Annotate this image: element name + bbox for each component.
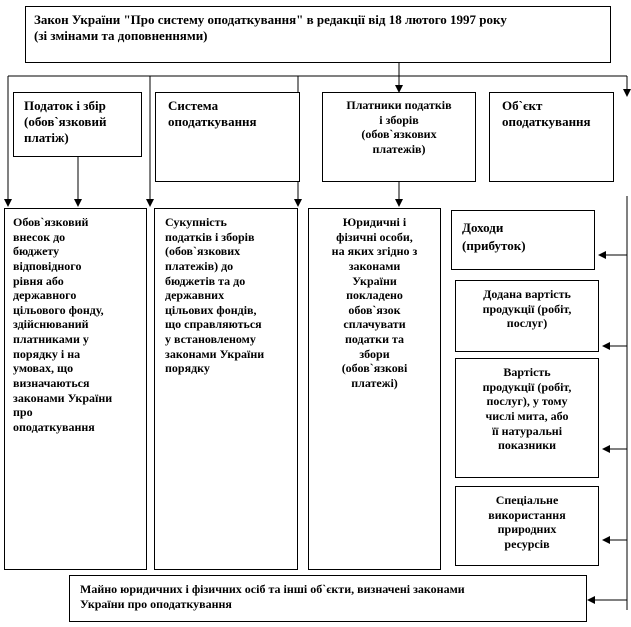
object-resources-box [455, 486, 599, 566]
object-resources-text: Спеціальне використання природних ресурсів [488, 493, 566, 551]
system-definition-text: Сукупність податків і зборів (обов`язкових платежів) до бюджетів та до державних цільових фондів, що справляються у встановленому законами України порядку [165, 215, 265, 376]
system-concept-label: Система оподаткування [168, 98, 257, 129]
law-title: Закон України "Про систему оподаткування" в редакції від 18 лютого 1997 року (зі змінами та доповненнями) [34, 12, 507, 43]
system-definition-box [154, 208, 298, 570]
object-product-value-text: Вартість продукції (робіт, послуг), у тому числі мита, або її натуральні показники [482, 365, 572, 453]
tax-concept-box [13, 92, 142, 157]
tax-definition-text: Обов`язковий внесок до бюджету відповідного рівня або державного цільового фонду, здійснюваний платниками у порядку і на умовах, що визначаються законами України про оподаткування [13, 215, 113, 434]
object-income-box [451, 210, 595, 270]
object-added-value-box [455, 280, 599, 352]
object-added-value-text: Додана вартість продукції (робіт, послуг) [482, 287, 572, 331]
tax-definition-box [4, 208, 147, 570]
tax-concept-label: Податок і збір (обов`язковий платіж) [24, 98, 107, 145]
object-concept-label: Об`єкт оподаткування [502, 98, 591, 129]
object-concept-box [489, 92, 614, 182]
payers-concept-box [322, 92, 476, 182]
property-text: Майно юридичних і фізичних осіб та інші об`єкти, визначені законами України про оподаткування [80, 582, 465, 611]
law-title-box [25, 6, 611, 63]
payers-concept-label: Платники податків і зборів (обов`язкових платежів) [346, 98, 452, 156]
object-product-value-box [455, 358, 599, 478]
object-income-text: Доходи (прибуток) [462, 220, 526, 254]
payers-definition-box [308, 208, 441, 570]
system-concept-box [155, 92, 300, 182]
property-box [69, 575, 587, 622]
payers-definition-text: Юридичні і фізичні особи, на яких згідно з законами України покладено обов`язок сплачувати податки та збори (обов`язкові платежі) [331, 215, 418, 390]
